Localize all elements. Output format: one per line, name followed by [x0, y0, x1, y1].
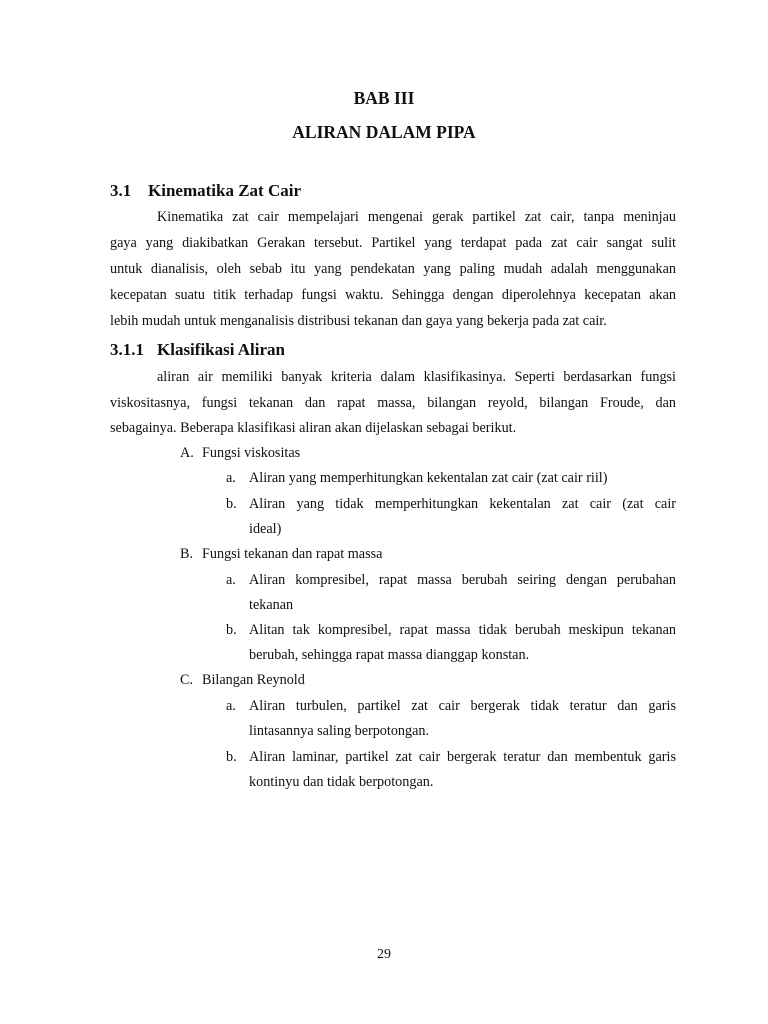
paragraph-line: sebagainya. Beberapa klasifikasi aliran akan dijelaskan sebagai berikut.	[110, 420, 517, 436]
sublist-line: Alitan tak kompresibel, rapat massa tidak berubah meskipun tekanan	[249, 622, 676, 638]
list-marker: B.	[180, 546, 194, 562]
section-number: 3.1.1	[110, 340, 144, 359]
sublist-marker: a.	[226, 470, 236, 486]
sublist-line: Aliran yang memperhitungkan kekentalan zat cair (zat cair riil)	[249, 470, 608, 486]
sublist-line: Aliran yang tidak memperhitungkan kekentalan zat cair (zat cair	[249, 496, 676, 512]
chapter-title: ALIRAN DALAM PIPA	[292, 122, 476, 142]
list-marker: C.	[180, 672, 194, 688]
list-item-title: Fungsi viskositas	[202, 445, 301, 461]
sublist-marker: a.	[226, 698, 236, 714]
sublist-line: ideal)	[249, 521, 282, 537]
sublist-marker: b.	[226, 749, 237, 765]
chapter-label: BAB III	[353, 88, 415, 108]
section-title: Klasifikasi Aliran	[157, 340, 285, 359]
sublist-line: Aliran turbulen, partikel zat cair bergerak tidak teratur dan garis	[249, 698, 676, 714]
sublist-line: kontinyu dan tidak berpotongan.	[249, 774, 434, 790]
paragraph-line: aliran air memiliki banyak kriteria dalam klasifikasinya. Seperti berdasarkan fungsi	[157, 369, 676, 385]
paragraph-line: gaya yang diakibatkan Gerakan tersebut. Partikel yang terdapat pada zat cair sangat sulit	[110, 235, 676, 251]
list-item-title: Fungsi tekanan dan rapat massa	[202, 546, 383, 562]
section-heading-3-1	[110, 181, 301, 201]
list-item-title: Bilangan Reynold	[202, 672, 305, 688]
sublist-line: Aliran laminar, partikel zat cair bergerak teratur dan membentuk garis	[249, 749, 676, 765]
paragraph-line: untuk dianalisis, oleh sebab itu yang pendekatan yang paling mudah adalah menggunakan	[110, 261, 676, 277]
sublist-marker: b.	[226, 496, 237, 512]
section-number: 3.1	[110, 181, 132, 200]
sublist-line: lintasannya saling berpotongan.	[249, 723, 430, 739]
paragraph-line: Kinematika zat cair mempelajari mengenai gerak partikel zat cair, tanpa meninjau	[157, 209, 676, 225]
sublist-line: Aliran kompresibel, rapat massa berubah seiring dengan perubahan	[249, 572, 676, 588]
list-marker: A.	[180, 445, 194, 461]
sublist-marker: a.	[226, 572, 236, 588]
sublist-line: berubah, sehingga rapat massa dianggap konstan.	[249, 647, 530, 663]
section-title: Kinematika Zat Cair	[148, 181, 301, 200]
sublist-line: tekanan	[249, 597, 294, 613]
sublist-marker: b.	[226, 622, 237, 638]
paragraph-line: viskositasnya, fungsi tekanan dan rapat massa, bilangan reyold, bilangan Froude, dan	[110, 395, 676, 411]
page-number: 29	[377, 947, 391, 962]
paragraph-line: kecepatan suatu titik terhadap fungsi waktu. Sehingga dengan diperolehnya kecepatan akan	[110, 287, 676, 303]
section-heading-3-1-1	[110, 340, 285, 360]
paragraph-line: lebih mudah untuk menganalisis distribusi tekanan dan gaya yang bekerja pada zat cair.	[110, 313, 607, 329]
